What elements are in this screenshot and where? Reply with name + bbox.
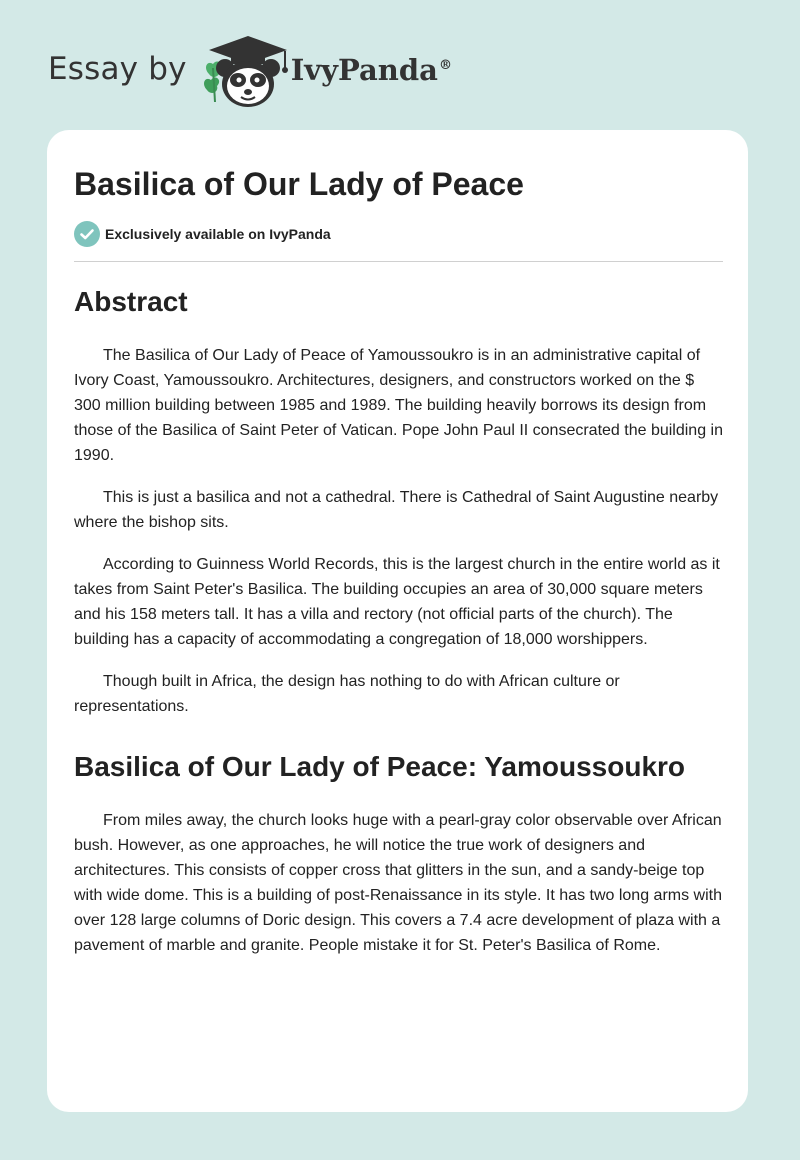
section-heading-abstract: Abstract bbox=[74, 286, 188, 317]
check-circle-icon bbox=[74, 221, 100, 247]
paragraph: The Basilica of Our Lady of Peace of Yamoussoukro is in an administrative capital of Ivory Coast, Yamoussoukro. Architectures, designers, and constructors worked on the $ 300 million building between 1985 and 1989. The building heavily borrows its design from those of the Basilica of Saint Peter of Vatican. Pope John Paul II consecrated the building in 1990. bbox=[74, 347, 723, 464]
paragraph: According to Guinness World Records, this is the largest church in the entire world as it takes from Saint Peter's Basilica. The building occupies an area of 30,000 square meters and his 158 meters tall. It has a villa and rectory (not official parts of the church). The building has a capacity of accommodating a congregation of 18,000 worshippers. bbox=[74, 556, 720, 648]
section-heading-yamoussoukro: Basilica of Our Lady of Peace: Yamoussoukro bbox=[74, 751, 686, 782]
paragraph: From miles away, the church looks huge with a pearl-gray color observable over African bush. However, as one approaches, he will notice the true work of designers and architectures. This consists of copper cross that glitters in the sun, and a sandy-beige top with wide dome. This is a building of post-Renaissance in its style. It has two long arms with over 128 large columns of Doric design. This covers a 7.4 acre development of plaza with a pavement of marble and granite. People mistake it for St. Peter's Basilica of Rome. bbox=[74, 812, 722, 954]
panda-logo-icon bbox=[201, 34, 295, 110]
paragraph: This is just a basilica and not a cathedral. There is Cathedral of Saint Augustine nearby where the bishop sits. bbox=[74, 489, 719, 531]
essay-card bbox=[47, 130, 748, 1112]
brand-prefix: Essay by bbox=[48, 51, 187, 87]
paragraph: Though built in Africa, the design has nothing to do with African culture or representations. bbox=[74, 673, 620, 715]
page-title: Basilica of Our Lady of Peace bbox=[74, 166, 524, 202]
divider bbox=[74, 261, 723, 262]
badge-label: Exclusively available on IvyPanda bbox=[105, 226, 331, 242]
essay-body bbox=[74, 280, 723, 958]
brand-name: IvyPanda® bbox=[290, 53, 452, 87]
brand-header bbox=[48, 34, 452, 110]
exclusive-badge bbox=[74, 221, 331, 247]
